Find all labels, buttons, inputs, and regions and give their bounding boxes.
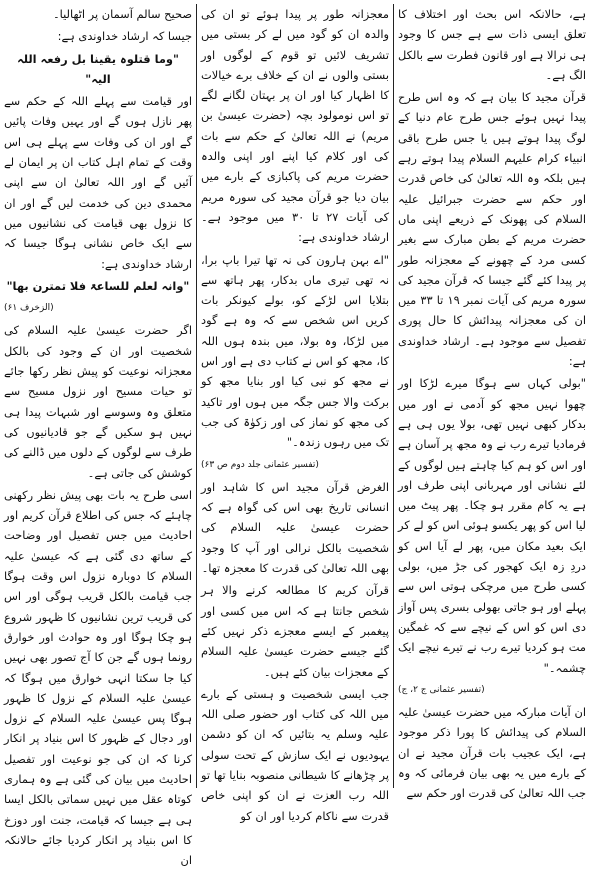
paragraph: اور قیامت سے پہلے اللہ کے حکم سے پھر نازل ہوں گے اور یہیں وفات پائیں گے اور ان کی وفات سے پہلے ہی اس وقت کے تمام اہل کتاب ان پر ایمان لے آئیں گے اور اللہ تعالیٰ ان سے اپنی محمدی دین کی خدمت لیں گے اور ان کا نزول بھی قیامت کی نشانیوں میں سے ایک خاص نشانی ہوگا جیسا کہ ارشاد خداوندی ہے: bbox=[4, 94, 192, 271]
column-middle bbox=[201, 4, 390, 823]
column-left bbox=[4, 4, 192, 868]
arabic-verse: "وانہ لعلم للساعۃ فلا تمترن بھا" bbox=[6, 278, 190, 293]
paragraph: اگر حضرت عیسیٰ علیہ السلام کی شخصیت اور ان کے وجود کی بالکل معجزانہ نوعیت کو پیش نظر رکھا جائے تو حیات مسیح اور نزول مسیح سے متعلق وہ وسوسے اور شبہات پیدا ہی نہیں ہو سکیں گے جو قادیانیوں کی طرف سے لوگوں کے دلوں میں ڈالنے کی کوشش کی جاتی ہے۔ bbox=[4, 323, 192, 480]
paragraph: صحیح سالم آسمان پر اٹھالیا۔ bbox=[52, 7, 192, 21]
paragraph: قرآن مجید کا بیان ہے کہ وہ اس طرح پیدا نہیں ہوئے جس طرح عام دنیا کے لوگ پیدا ہوتے ہیں یا جس طرح باقی انبیاء کرام علیہم السلام پیدا ہوتے رہے ہیں بلکہ وہ اللہ تعالیٰ کی خاص قدرت اور حکم سے حضرت جبرائیل علیہ السلام کی پھونک کے ذریعے اپنی ماں حضرت مریم کے بطن مبارک سے بغیر کسی مرد کے چھونے کے معجزانہ طور پر پیدا کئے گئے جیسا کہ قرآن مجید کی سورہ مریم کی آیات نمبر ۱۹ تا ۳۳ میں ان کی معجزانہ پیدائش کا حال پوری تفصیل سے موجود ہے۔ ارشاد خداوندی ہے: bbox=[398, 90, 586, 369]
paragraph: الغرض قرآن مجید اس کا شاہد اور انسانی تاریخ بھی اس کی گواہ ہے کہ حضرت عیسیٰ علیہ السلام کی شخصیت بالکل نرالی اور آپ کا وجود بھی اللہ تعالیٰ کی قدرت کا معجزہ تھا۔ bbox=[201, 479, 389, 576]
paragraph: اسی طرح یہ بات بھی پیش نظر رکھنی چاہئے کہ جس کی اطلاع قرآن کریم اور احادیث میں جس تفصیل اور وضاحت کے ساتھ دی گئی ہے کہ عیسیٰ علیہ السلام کا دوبارہ نزول اس وقت ہوگا جب قیامت بالکل قریب ہوگی اور اس کی قریب ترین نشانیوں کا ظہور شروع ہو چکا ہوگا اور وہ حوادث اور خوارق رونما ہوں گے جن کا آج تصور بھی نہیں کیا جا سکتا انہی خوارق میں ہوگا کہ عیسیٰ علیہ السلام کے نزول کا ظہور ہوگا پس عیسیٰ علیہ السلام کے نزول اور دجال کے ظہور کا اس بنیاد پر انکار کرنا کہ ان کی جو نوعیت اور تفصیل احادیث میں بیان کی گئی ہے وہ ہماری کوتاہ عقل میں نہیں سماتی بالکل ایسا ہی ہے جیسا کہ قیامت، جنت اور دوزخ کا اس بنیاد پر انکار کردیا جائے حالانکہ ان bbox=[4, 487, 192, 868]
quotation: "بولی کہاں سے ہوگا میرے لڑکا اور چھوا نہیں مجھ کو آدمی نے اور میں بدکار کبھی نہیں تھی، بولا یوں ہی ہے فرمادیا تیرے رب نے وہ مجھ پر آسان ہے اور اس کو ہم کیا چاہتے ہیں لوگوں کے لئے نشانی اور مہربانی اپنی طرف اور ہے یہ کام مقرر ہو چکا۔ پھر پیٹ میں لیا اس کو پھر یکسو ہوئی اس کو لے کر ایک بعید مکان میں، پھر لے آیا اس کو دردِ زہ ایک کھجور کی جڑ میں، بولی کسی طرح میں مرچکی ہوتی اس سے پہلے اور ہو جاتی بھولی بسری پس آواز دی اس کو اس کے نیچے سے کہ غمگین مت ہو کردیا تیرے رب نے تیرے نیچے ایک چشمہ۔" bbox=[398, 376, 586, 675]
paragraph: جب ایسی شخصیت و ہستی کے بارے میں اللہ کی کتاب اور حضور صلی اللہ علیہ وسلم یہ بتائیں کہ ان کو دشمن یہودیوں نے ایک سازش کے تحت سولی پر چڑھانے کا شیطانی منصوبہ بنایا تھا تو اللہ رب العزت نے ان کو اپنی خاص قدرت سے ناکام کردیا اور ان کو bbox=[201, 686, 389, 823]
reference: (تفسیر عثمانی ج ۲، ج) bbox=[398, 684, 485, 695]
column-divider bbox=[196, 4, 197, 788]
paragraph: ان آیات مبارکہ میں حضرت عیسیٰ علیہ السلام کی پیدائش کا پورا ذکر موجود ہے، ایک عجیب بات قرآن مجید نے ان کے بارے میں یہ بھی بیان فرمائی کہ وہ جب اللہ تعالیٰ کی قدرت اور حکم سے bbox=[398, 705, 586, 801]
paragraph: معجزانہ طور پر پیدا ہوئے تو ان کی والدہ ان کو گود میں لے کر بستی میں تشریف لائیں تو قوم کے لوگوں اور بستی والوں نے ان کے خلاف برے خیالات کا اظہار کیا اور ان پر بہتان لگانے لگے تو اس نومولود بچہ (حضرت عیسیٰ بن مریم) نے اللہ تعالیٰ کے حکم سے بات کی اور کلام کیا اپنے اور اپنی والدہ حضرت مریم کی پاکبازی کے بارے میں بیان دیا جو قرآن مجید کی سورہ مریم کی آیات ۲۷ تا ۳۰ میں موجود ہے۔ ارشاد خداوندی ہے: bbox=[201, 7, 390, 245]
arabic-verse: "وما قتلوہ یقینا بل رفعہ اللہ الیہ" bbox=[17, 51, 179, 86]
quotation: "اے بہن ہارون کی نہ تھا تیرا باپ برا، نہ تھی تیری ماں بدکار، پھر ہاتھ سے بتلایا اس لڑکے کو، بولے کیونکر بات کریں اس شخص سے کہ وہ ہے گود میں لڑکا، وہ بولا، میں بندہ ہوں اللہ کا، مجھ کو اس نے کتاب دی ہے اور اس نے مجھ کو نبی کیا اور بنایا مجھ کو برکت والا جس جگہ میں ہوں اور تاکید کی مجھ کو نماز کی اور زکوٰۃ کی جب تک میں رہوں زندہ۔" bbox=[201, 252, 389, 450]
paragraph: جیسا کہ ارشاد خداوندی ہے: bbox=[57, 29, 192, 44]
reference: (تفسیر عثمانی جلد دوم ص ۶۳) bbox=[201, 459, 319, 470]
column-divider bbox=[393, 4, 394, 788]
column-right bbox=[398, 4, 586, 801]
paragraph: ہے، حالانکہ اس بحث اور اختلاف کا تعلق ایسی ذات سے ہے جس کا وجود ہی نرالا ہے اور قانون فطرت سے بالکل الگ ہے۔ bbox=[398, 7, 586, 82]
reference: (الزخرف ۶۱) bbox=[4, 303, 54, 314]
paragraph: قرآن کریم کا مطالعہ کرنے والا ہر شخص جانتا ہے کہ اس میں کسی اور پیغمبر کے ایسے معجزے ذکر نہیں کئے گئے جیسے حضرت عیسیٰ علیہ السلام کے معجزات بیان کئے ہیں۔ bbox=[201, 583, 389, 679]
